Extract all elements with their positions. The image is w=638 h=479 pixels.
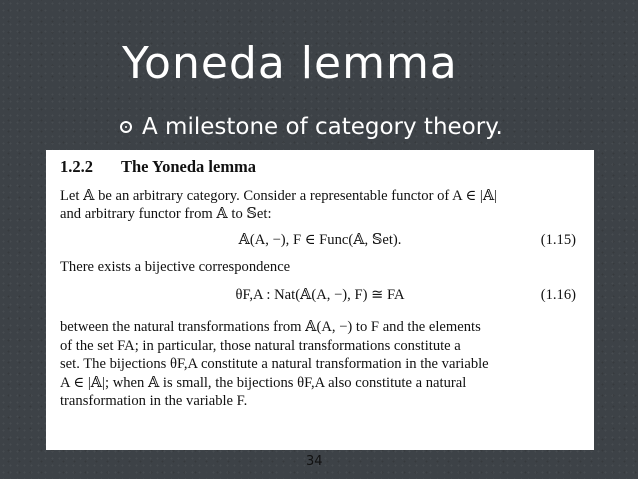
- paragraph-3-line-5: transformation in the variable F.: [60, 393, 248, 409]
- textbook-excerpt: [46, 150, 594, 450]
- equation-1-15-number: (1.15): [540, 232, 576, 249]
- equation-1-15: [60, 224, 580, 258]
- equation-1-16: [60, 276, 580, 314]
- equation-1-15-body: 𝔸(A, −), F ∈ Func(𝔸, 𝕊et).: [238, 232, 402, 249]
- paragraph-3-line-3: set. The bijections θF,A constitute a natural transformation in the variable: [60, 356, 489, 372]
- paragraph-1-line-2: and arbitrary functor from 𝔸 to 𝕊et:: [60, 206, 272, 222]
- bullet-text: A milestone of category theory.: [142, 114, 503, 140]
- paragraph-1-line-1: Let 𝔸 be an arbitrary category. Consider a representable functor of A ∈ |𝔸|: [60, 187, 498, 204]
- page-number: 34: [306, 454, 323, 469]
- equation-1-16-body: θF,A : Nat(𝔸(A, −), F) ≅ FA: [235, 286, 405, 303]
- paragraph-2: There exists a bijective correspondence: [60, 258, 291, 275]
- paragraph-3-line-2: of the set FA; in particular, those natural transformations constitute a: [60, 337, 461, 354]
- bullet-item: [120, 114, 503, 140]
- section-number: 1.2.2: [60, 157, 93, 176]
- paragraph-3-line-4: A ∈ |𝔸|; when 𝔸 is small, the bijections θF,A also constitute a natural: [60, 374, 467, 391]
- section-heading: [60, 158, 580, 177]
- bullet-icon: [120, 121, 132, 133]
- slide-title: Yoneda lemma: [122, 38, 458, 89]
- paragraph-3-line-1: between the natural transformations from 𝔸(A, −) to F and the elements: [60, 319, 481, 335]
- section-title: The Yoneda lemma: [121, 157, 257, 176]
- equation-1-16-number: (1.16): [540, 286, 576, 303]
